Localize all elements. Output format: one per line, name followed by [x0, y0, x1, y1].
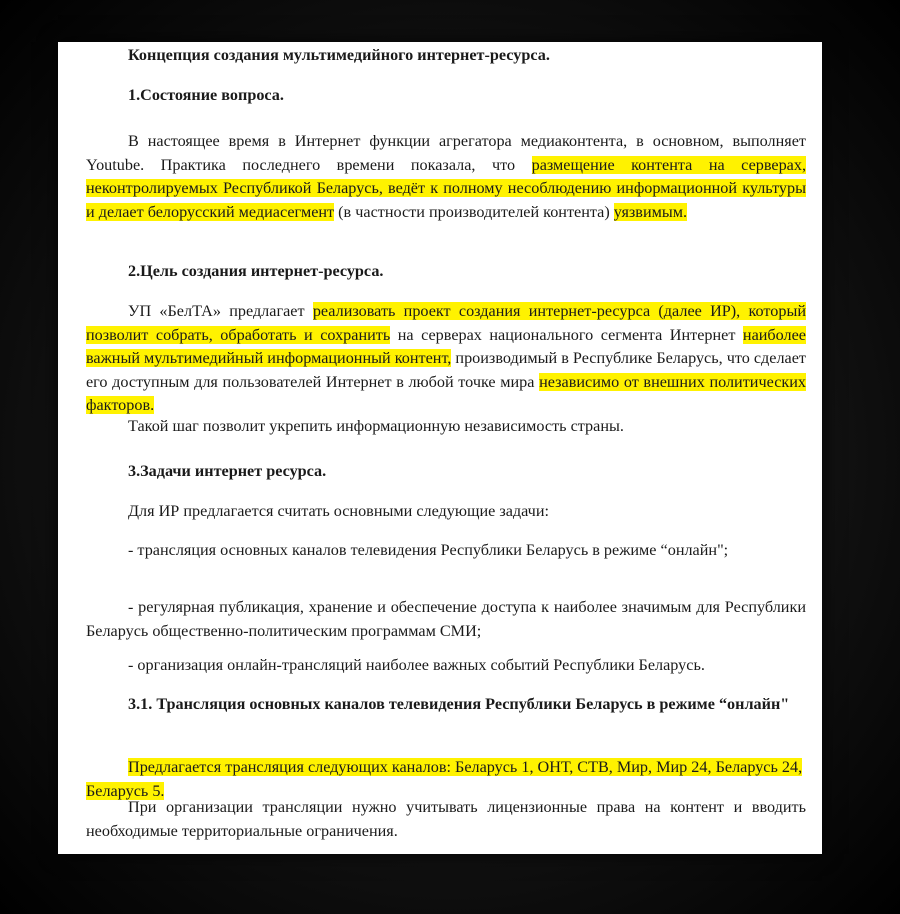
section-1-paragraph: В настоящее время в Интернет функции агрегатора медиаконтента, в основном, выполняет Youtube. Практика последнего времени показала, что размещение контента на серверах, неконтролируемых Республикой Беларусь, ведёт к полному несоблюдению информационной культуры и делает белорусский медиасегмент (в частности производителей контента) уязвимым. [86, 132, 806, 221]
section-3-intro: Для ИР предлагается считать основными следующие задачи: [128, 502, 549, 520]
section-2-paragraph: УП «БелТА» предлагает реализовать проект создания интернет-ресурса (далее ИР), который позволит собрать, обработать и сохранить на серверах национального сегмента Интернет наиболее важный мультимедийный информационный контент, производимый в Республике Беларусь, что сделает его доступным для пользователей Интернет в любой точке мира независимо от внешних политических факторов. [86, 302, 807, 414]
section-2-heading: 2.Цель создания интернет-ресурса. [128, 262, 384, 280]
section-3-heading: 3.Задачи интернет ресурса. [128, 462, 327, 480]
highlight: Предлагается трансляция следующих каналов: Беларусь 1, ОНТ, СТВ, Мир, Мир 24, Беларусь 24, Беларусь 5. [86, 758, 803, 800]
document-page [58, 42, 822, 854]
highlight: наиболее важный мультимедийный информационный контент, [86, 325, 806, 367]
section-1-heading: 1.Состояние вопроса. [128, 86, 284, 104]
highlight: уязвимым. [613, 202, 688, 221]
task-item: - регулярная публикация, хранение и обеспечение доступа к наиболее значимым для Республики Беларусь общественно-политическим программам СМИ; [86, 598, 806, 640]
task-item: - организация онлайн-трансляций наиболее важных событий Республики Беларусь. [128, 656, 705, 674]
highlight: реализовать проект создания интернет-ресурса (далее ИР), который позволит собрать, обработать и сохранить [86, 302, 807, 344]
section-3-1-paragraph-2: При организации трансляции нужно учитывать лицензионные права на контент и вводить необходимые территориальные ограничения. [86, 798, 806, 840]
task-item: - трансляция основных каналов телевидения Республики Беларусь в режиме “онлайн"; [128, 541, 729, 559]
highlight: размещение контента на серверах, неконтролируемых Республикой Беларусь, ведёт к полному несоблюдению информационной культуры и делает белорусский медиасегмент [86, 155, 806, 221]
section-2-paragraph-2: Такой шаг позволит укрепить информационную независимость страны. [128, 417, 624, 435]
document-title: Концепция создания мультимедийного интернет-ресурса. [128, 46, 550, 64]
highlight: независимо от внешних политических факторов. [86, 372, 806, 414]
section-3-1-heading: 3.1. Трансляция основных каналов телевидения Республики Беларусь в режиме “онлайн" [128, 695, 790, 713]
